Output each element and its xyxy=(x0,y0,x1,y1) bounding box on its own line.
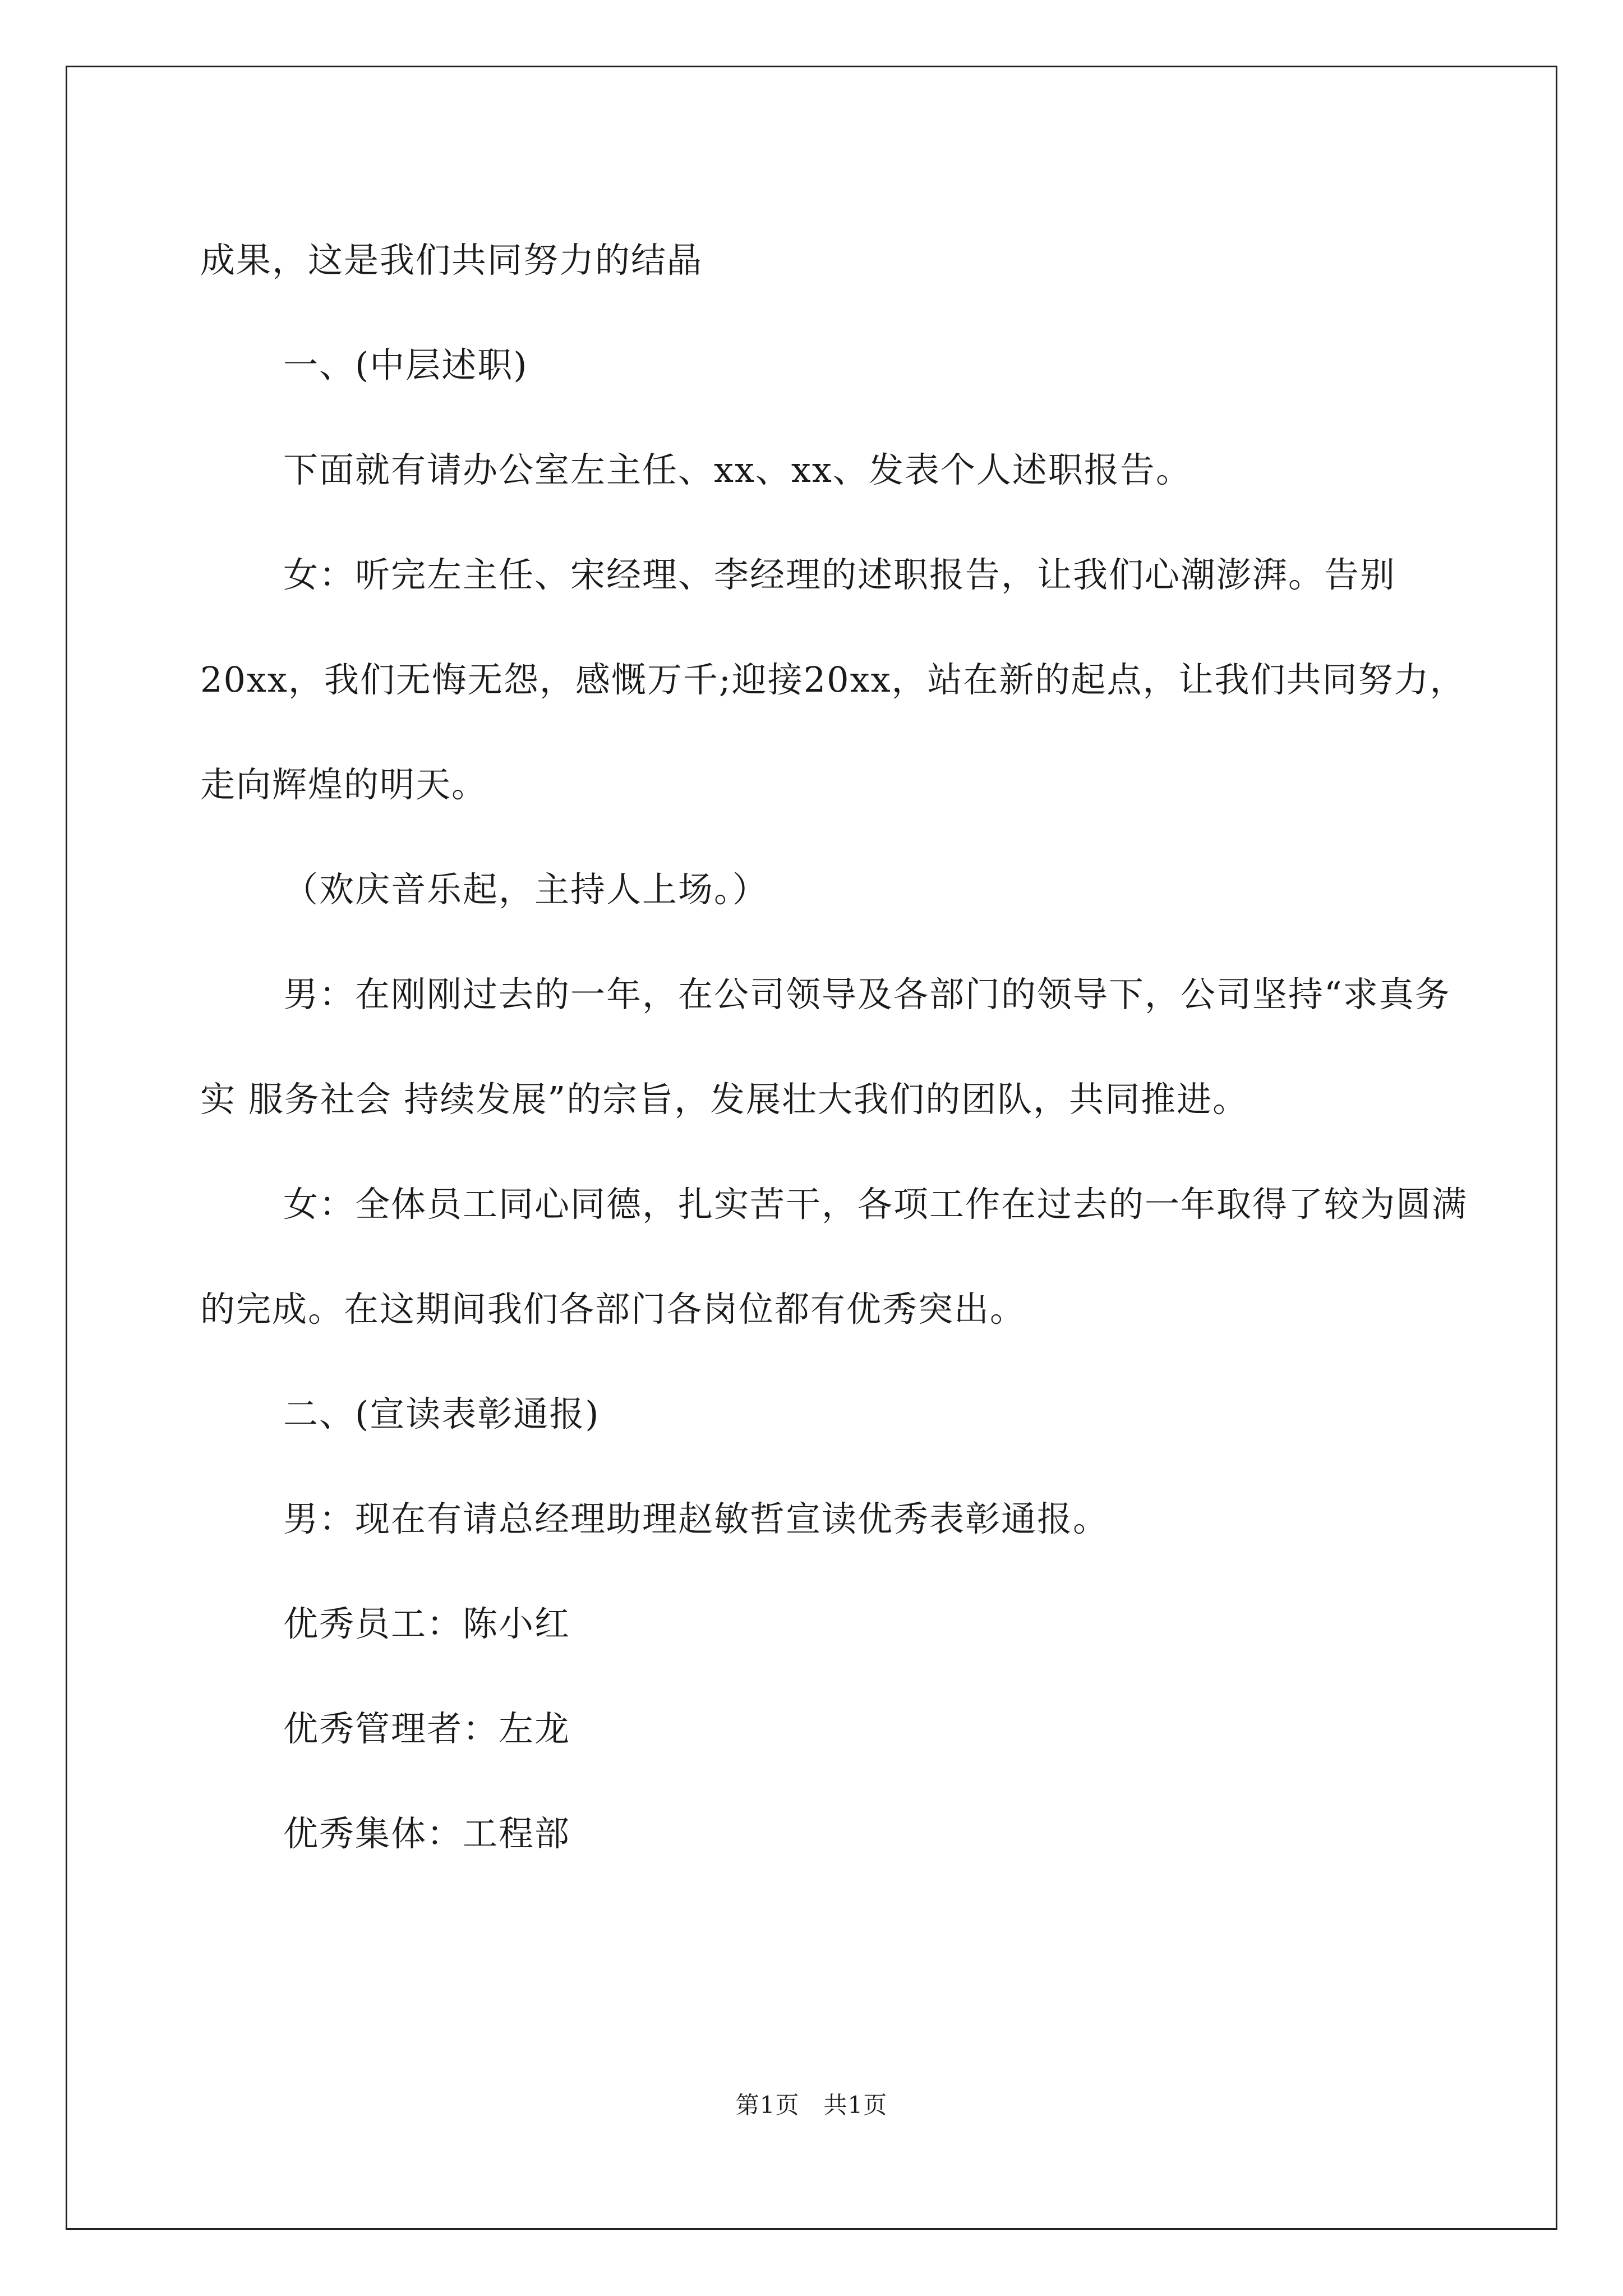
paragraph-male-host-2: 男：现在有请总经理助理赵敏哲宣读优秀表彰通报。 xyxy=(283,1498,1109,1539)
award-outstanding-manager: 优秀管理者：左龙 xyxy=(283,1708,571,1749)
paragraph-male-host-1: 男：在刚刚过去的一年，在公司领导及各部门的领导下，公司坚持“求真务实 服务社会 持续发展”的宗旨，发展壮大我们的团队，共同推进。 xyxy=(200,974,1451,1120)
page-number-footer: 第1页 共1页 xyxy=(735,2091,888,2119)
section-heading-2: 二、(宣读表彰通报) xyxy=(283,1393,600,1434)
paragraph-female-host-2: 女：全体员工同心同德，扎实苦干，各项工作在过去的一年取得了较为圆满的完成。在这期间我们各部门各岗位都有优秀突出。 xyxy=(200,1184,1468,1329)
document-body xyxy=(200,208,1479,1886)
paragraph-invite-report: 下面就有请办公室左主任、xx、xx、发表个人述职报告。 xyxy=(283,449,1192,490)
paragraph-female-host-1: 女：听完左主任、宋经理、李经理的述职报告，让我们心潮澎湃。告别20xx，我们无悔无怨，感慨万千;迎接20xx，站在新的起点，让我们共同努力，走向辉煌的明天。 xyxy=(200,554,1466,805)
award-outstanding-team: 优秀集体：工程部 xyxy=(283,1813,571,1854)
award-outstanding-employee: 优秀员工：陈小红 xyxy=(283,1603,571,1644)
paragraph-music-cue: （欢庆音乐起，主持人上场。） xyxy=(283,869,769,910)
paragraph-continuation: 成果，这是我们共同努力的结晶 xyxy=(200,240,703,280)
section-heading-1: 一、(中层述职) xyxy=(283,344,528,385)
